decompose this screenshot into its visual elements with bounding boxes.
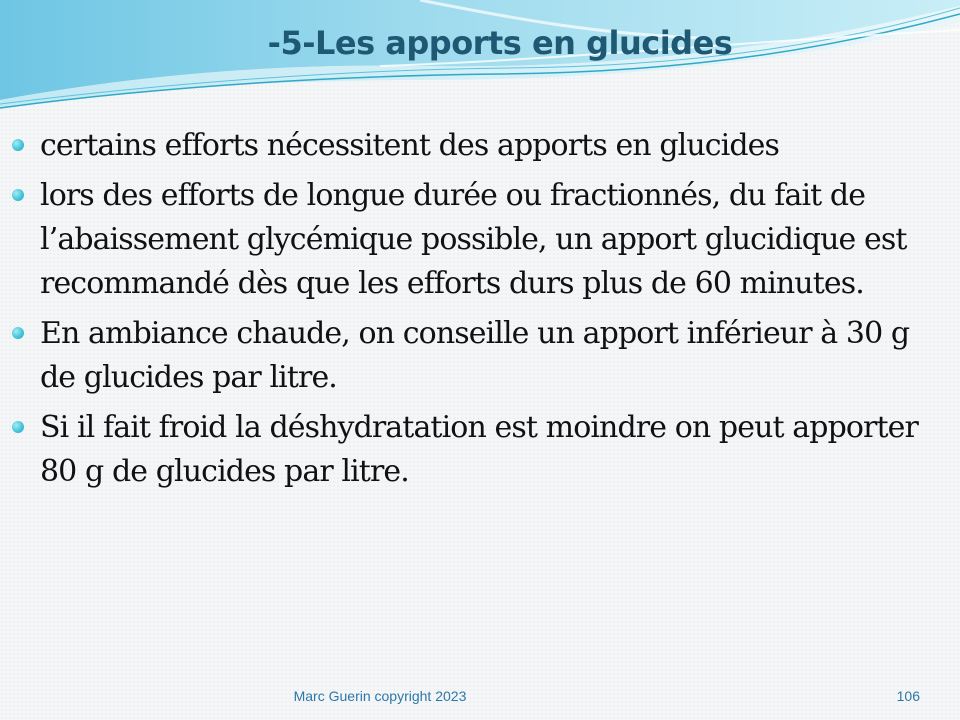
bullet-dot-icon <box>12 327 24 339</box>
bullet-dot-icon <box>12 189 24 201</box>
bullet-item <box>12 174 947 306</box>
bullet-text: En ambiance chaude, on conseille un apport inférieur à 30 g de glucides par litre. <box>40 316 910 395</box>
footer-copyright: Marc Guerin copyright 2023 <box>293 688 467 704</box>
bullet-dot-icon <box>12 421 24 433</box>
bullet-text: Si il fait froid la déshydratation est moindre on peut apporter 80 g de glucides par litre. <box>40 410 918 489</box>
bullet-item <box>12 312 947 400</box>
bullet-item <box>12 124 947 168</box>
bullet-text: certains efforts nécessitent des apports en glucides <box>40 128 780 163</box>
slide-title: -5-Les apports en glucides <box>267 24 733 62</box>
bullet-text: lors des efforts de longue durée ou fractionnés, du fait de l’abaissement glycémique possible, un apport glucidique est recommandé dès que les efforts durs plus de 60 minutes. <box>40 178 907 301</box>
page-number: 106 <box>896 688 920 704</box>
bullet-item <box>12 406 947 494</box>
bullet-list <box>12 124 947 500</box>
bullet-dot-icon <box>12 139 24 151</box>
